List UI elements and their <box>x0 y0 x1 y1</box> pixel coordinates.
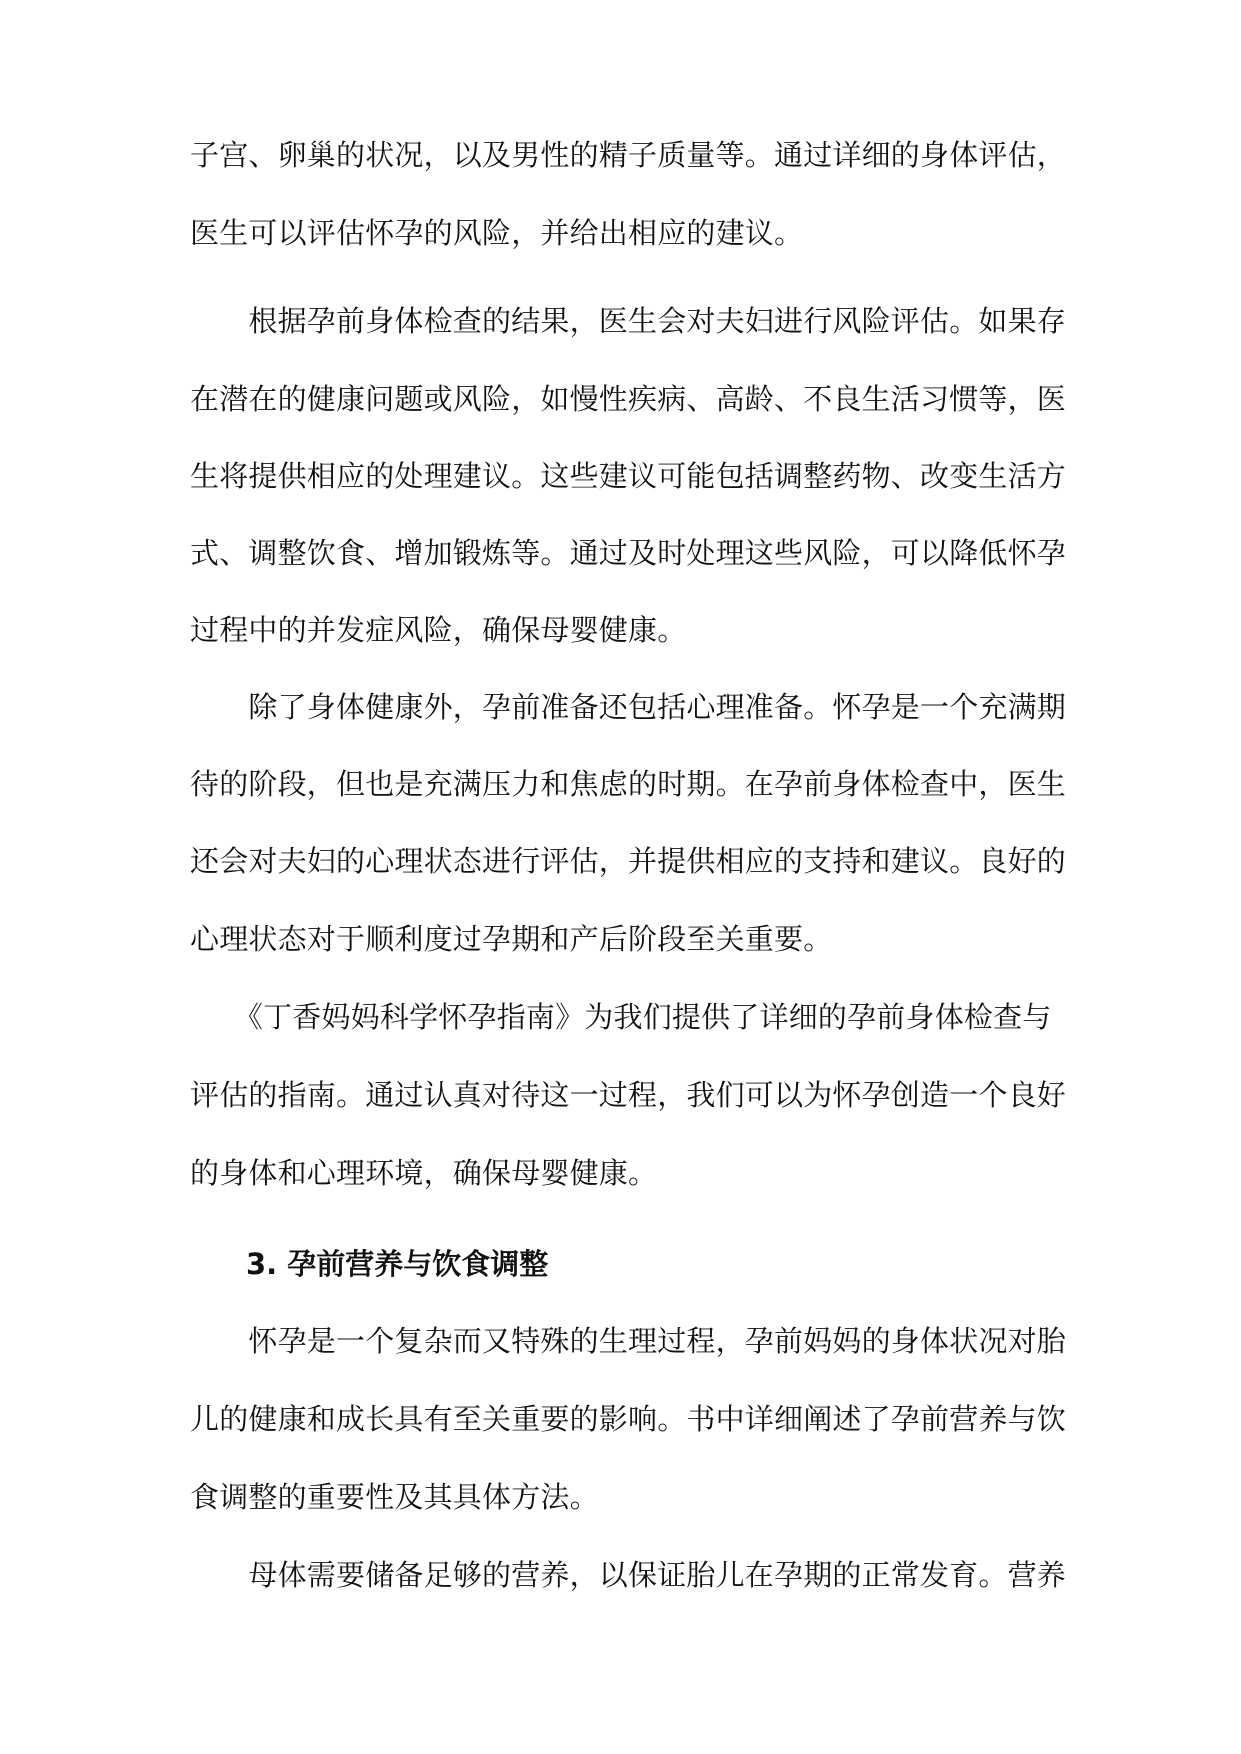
text-line: 怀孕是一个复杂而又特殊的生理过程，孕前妈妈的身体状况对胎 <box>190 1324 1067 1358</box>
text-line: 母体需要储备足够的营养，以保证胎儿在孕期的正常发育。营养 <box>190 1558 1067 1592</box>
text-line: 儿的健康和成长具有至关重要的影响。书中详细阐述了孕前营养与饮 <box>190 1402 1067 1436</box>
text-line: 评估的指南。通过认真对待这一过程，我们可以为怀孕创造一个良好 <box>190 1078 1067 1112</box>
text-line: 食调整的重要性及其具体方法。 <box>190 1480 599 1514</box>
section-heading: 3. 孕前营养与饮食调整 <box>246 1247 549 1281</box>
text-line: 在潜在的健康问题或风险，如慢性疾病、高龄、不良生活习惯等，医 <box>190 382 1067 416</box>
text-line: 生将提供相应的处理建议。这些建议可能包括调整药物、改变生活方 <box>190 459 1067 493</box>
text-line: 除了身体健康外，孕前准备还包括心理准备。怀孕是一个充满期 <box>190 690 1067 724</box>
text-line: 子宫、卵巢的状况，以及男性的精子质量等。通过详细的身体评估， <box>190 138 1067 172</box>
text-line: 《丁香妈妈科学怀孕指南》为我们提供了详细的孕前身体检查与 <box>190 1000 1052 1034</box>
text-line: 医生可以评估怀孕的风险，并给出相应的建议。 <box>190 216 804 250</box>
text-line: 根据孕前身体检查的结果，医生会对夫妇进行风险评估。如果存 <box>190 304 1067 338</box>
text-line: 的身体和心理环境，确保母婴健康。 <box>190 1156 658 1190</box>
text-line: 式、调整饮食、增加锻炼等。通过及时处理这些风险，可以降低怀孕 <box>190 536 1067 570</box>
text-line: 过程中的并发症风险，确保母婴健康。 <box>190 613 687 647</box>
text-line: 心理状态对于顺利度过孕期和产后阶段至关重要。 <box>190 922 833 956</box>
text-line: 待的阶段，但也是充满压力和焦虑的时期。在孕前身体检查中，医生 <box>190 767 1067 801</box>
text-line: 还会对夫妇的心理状态进行评估，并提供相应的支持和建议。良好的 <box>190 844 1067 878</box>
